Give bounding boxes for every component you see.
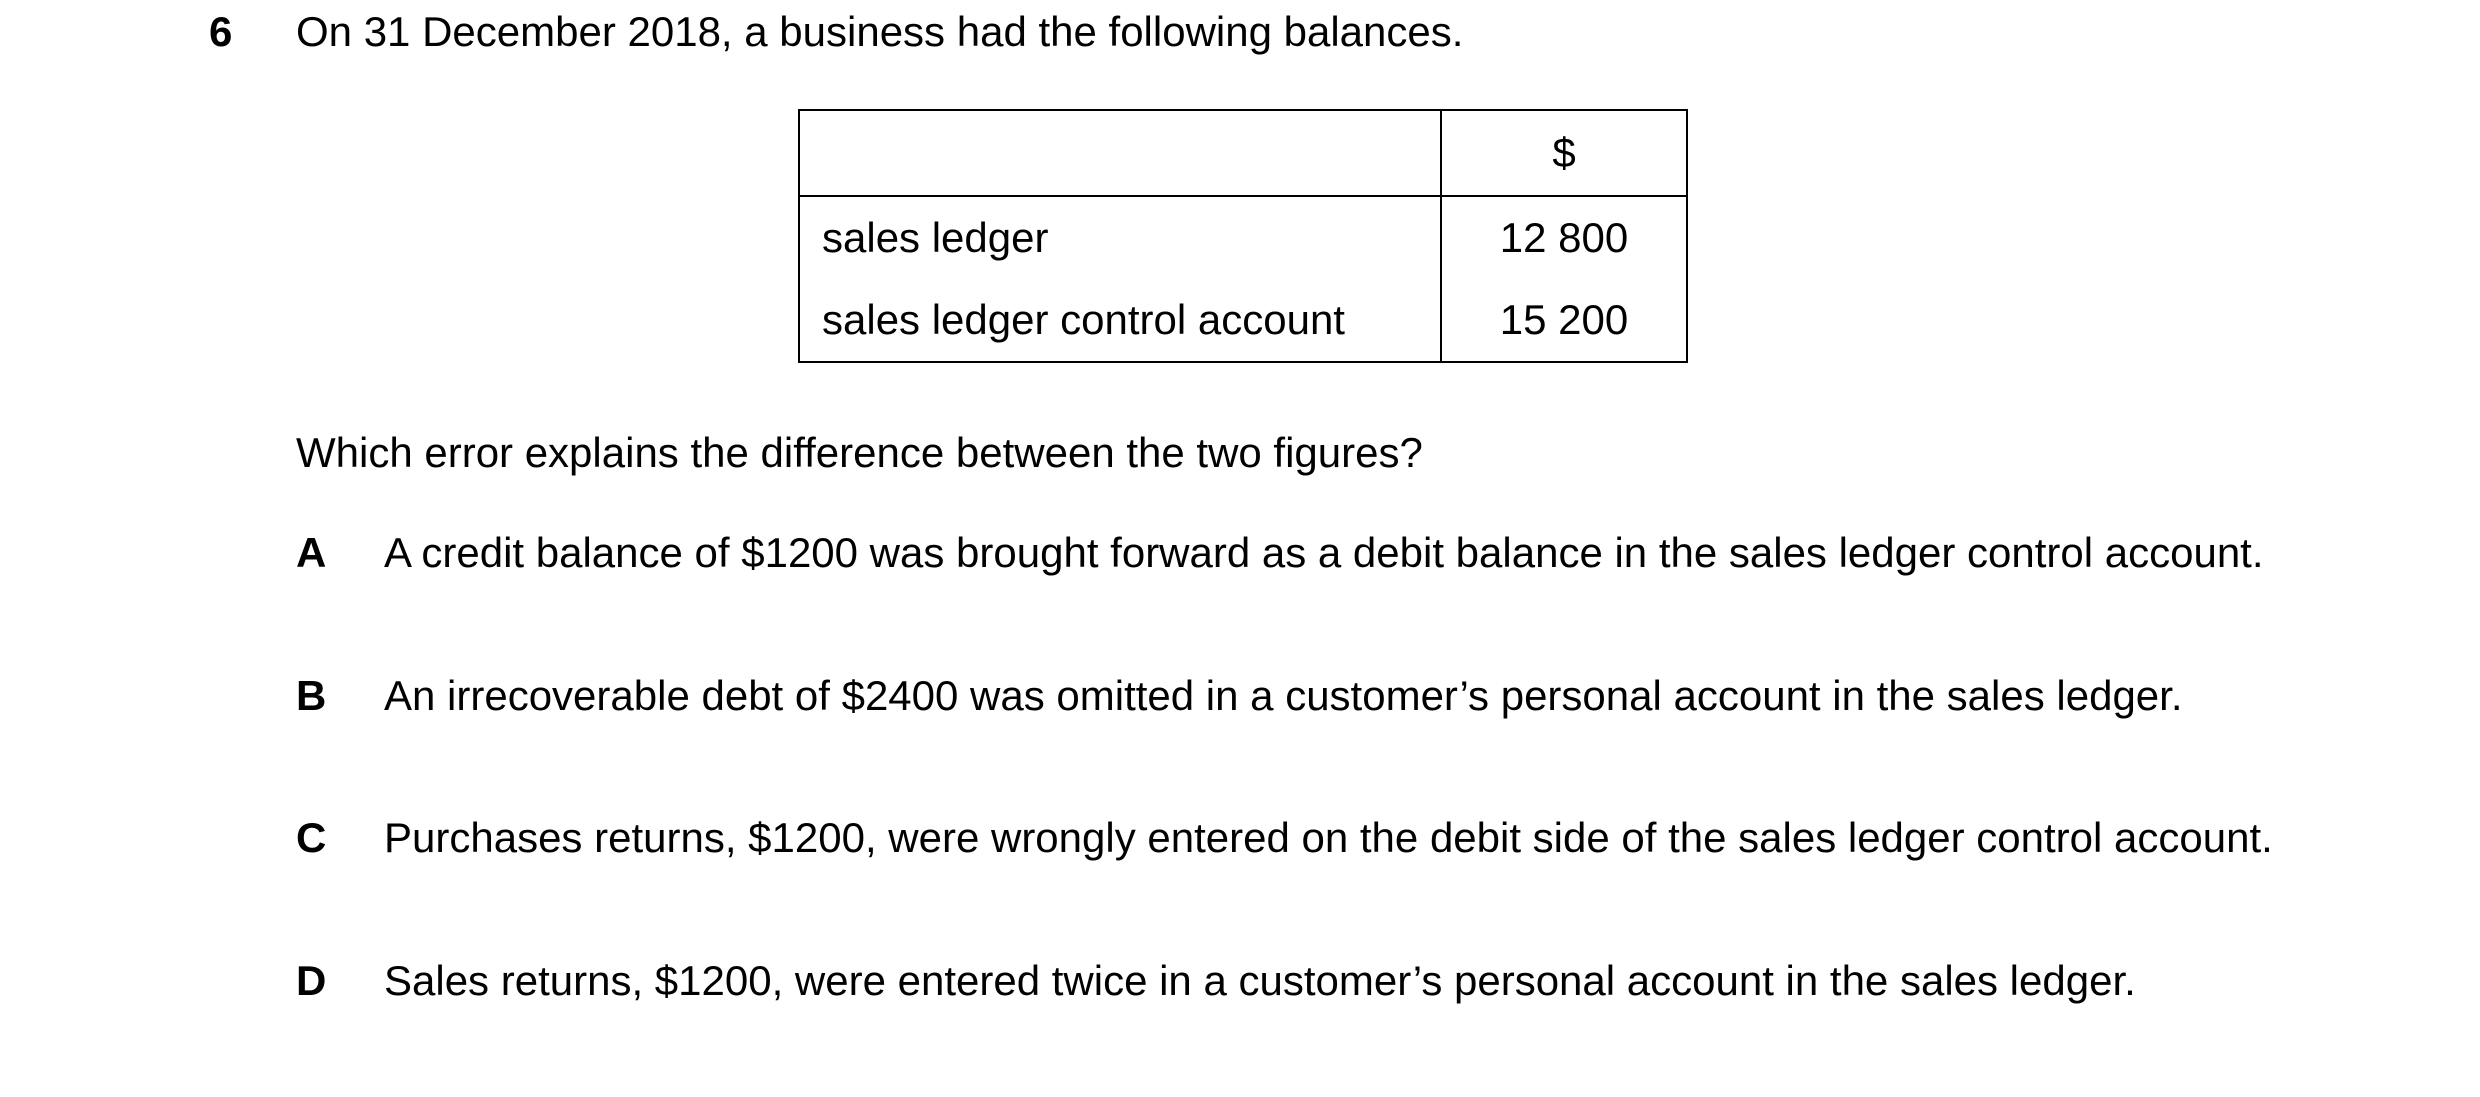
option-b-text: An irrecoverable debt of $2400 was omitted in a customer’s personal account in the sales ledger. [384,672,2183,719]
table-header-currency: $ [1441,110,1687,196]
table-row-value: 12 800 [1441,196,1687,279]
table-header-row [799,110,1687,196]
table-row [799,196,1687,279]
question-stem: On 31 December 2018, a business had the following balances. [296,8,1464,55]
option-d-text: Sales returns, $1200, were entered twice in a customer’s personal account in the sales ledger. [384,957,2136,1004]
option-b-letter: B [296,672,327,719]
table-header-label [799,110,1441,196]
option-c-letter: C [296,814,327,861]
balances-table [798,109,1688,363]
table-row [799,279,1687,362]
option-d-letter: D [296,957,327,1004]
question-prompt: Which error explains the difference between the two figures? [296,429,1423,476]
table-row-value: 15 200 [1441,279,1687,362]
option-c-text: Purchases returns, $1200, were wrongly entered on the debit side of the sales ledger control account. [384,814,2273,861]
table-row-label: sales ledger control account [799,279,1441,362]
table-row-label: sales ledger [799,196,1441,279]
option-a-text: A credit balance of $1200 was brought forward as a debit balance in the sales ledger control account. [384,529,2264,576]
question-number: 6 [209,8,233,55]
option-a-letter: A [296,529,327,576]
